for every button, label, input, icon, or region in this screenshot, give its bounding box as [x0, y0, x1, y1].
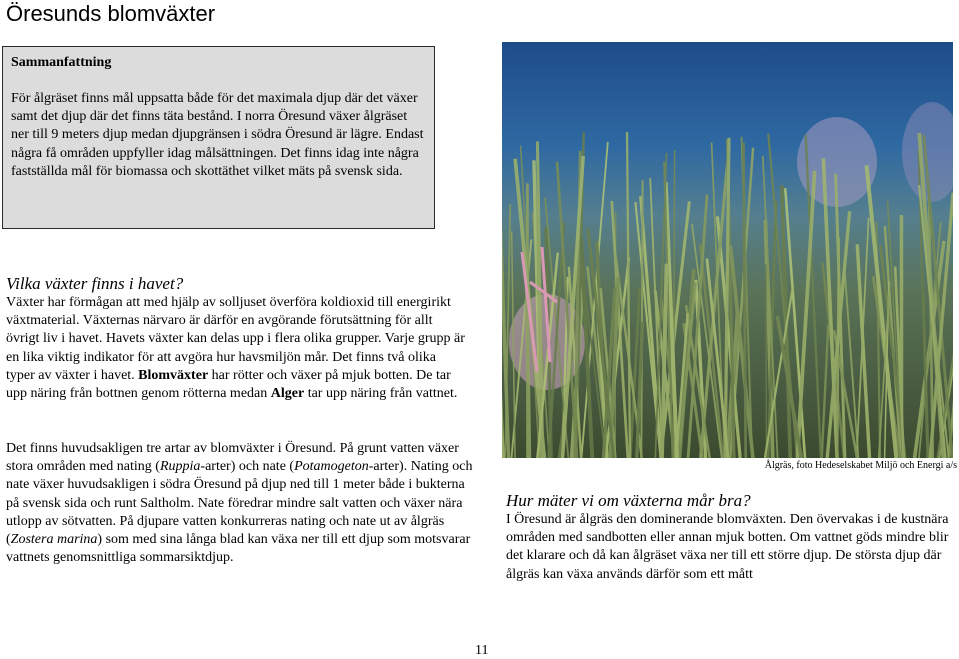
photo-caption: Ålgräs, foto Hedeselskabet Miljö och Energi a/s	[765, 459, 957, 472]
eelgrass-photo	[502, 42, 953, 458]
term-blomvaxter: Blomväxter	[138, 368, 208, 383]
species-potamogeton: Potamogeton	[294, 459, 369, 474]
eelgrass-blade	[641, 181, 642, 458]
summary-box	[2, 46, 435, 229]
paragraph-flowering-plants	[6, 440, 476, 567]
eelgrass-blade	[766, 264, 767, 458]
text-span: Växter har förmågan att med hjälp av solljuset överföra koldioxid till energirikt växtmaterial. Växternas närvaro är därför en avgörande förutsättning för allt övrigt liv i havet. Havets växter kan delas upp i flera olika grupper. Varje grupp är en lika viktig indikator för att avgöra hur havsmiljön mår. Det finns två olika typer av växter i havet.	[6, 295, 465, 383]
summary-heading: Sammanfattning	[11, 54, 426, 72]
text-span: ) som med sina långa blad kan växa ner till ett djup som motsvarar vattnets genomsnittliga sommarsiktdjup.	[6, 532, 470, 565]
page-title: Öresunds blomväxter	[6, 0, 215, 28]
page-number: 11	[475, 643, 488, 659]
paragraph-measuring: I Öresund är ålgräs den dominerande blomväxten. Den övervakas i de kustnära områden med sandbotten eller annan mjuk botten. Om vattnet göds mindre blir det klarare och då kan ålgräset växa ner till ett större djup. De största djup där ålgräs kan växa används därför som ett mått	[506, 511, 956, 584]
section-plants-in-sea	[6, 274, 466, 403]
text-span: har rötter och växer på mjuk botten. De tar upp näring från bottnen genom rötterna medan	[6, 368, 451, 401]
text-span: -arter). Nating och nate växer huvudsakligen i södra Öresund på djup ned till 1 meter både i bukterna på svensk sida och runt Saltholm. Nate föredrar mindre salt vatten och växer nära utlopp av sötvatten. På djupare vatten konkurreras nating och nate ut av ålgräs (	[6, 459, 473, 547]
term-alger: Alger	[271, 386, 304, 401]
text-span: Det finns huvudsakligen tre artar av blomväxter i Öresund. På grunt vatten växer stora områden med nating (	[6, 441, 459, 474]
eelgrass-illustration	[502, 42, 953, 458]
paragraph-plants-intro	[6, 294, 466, 403]
text-span: tar upp näring från vattnet.	[304, 386, 457, 401]
species-ruppia: Ruppia	[160, 459, 200, 474]
section-heading-plants: Vilka växter finns i havet?	[6, 274, 466, 294]
species-zostera: Zostera marina	[11, 532, 98, 547]
summary-text: För ålgräset finns mål uppsatta både för det maximala djup där det växer samt det djup där det finns täta bestånd. I norra Öresund växer ålgräset ner till 9 meters djup medan djupgränsen i södra Öresund är lägre. Endast några få områden uppfyller idag målsättningen. Det finns idag inte några fastställda mål för biomassa och skottäthet vilket mäts på svensk sida.	[11, 90, 426, 181]
text-span: -arter) och nate (	[200, 459, 294, 474]
section-heading-measuring: Hur mäter vi om växterna mår bra?	[506, 491, 956, 511]
section-measuring	[506, 491, 956, 584]
